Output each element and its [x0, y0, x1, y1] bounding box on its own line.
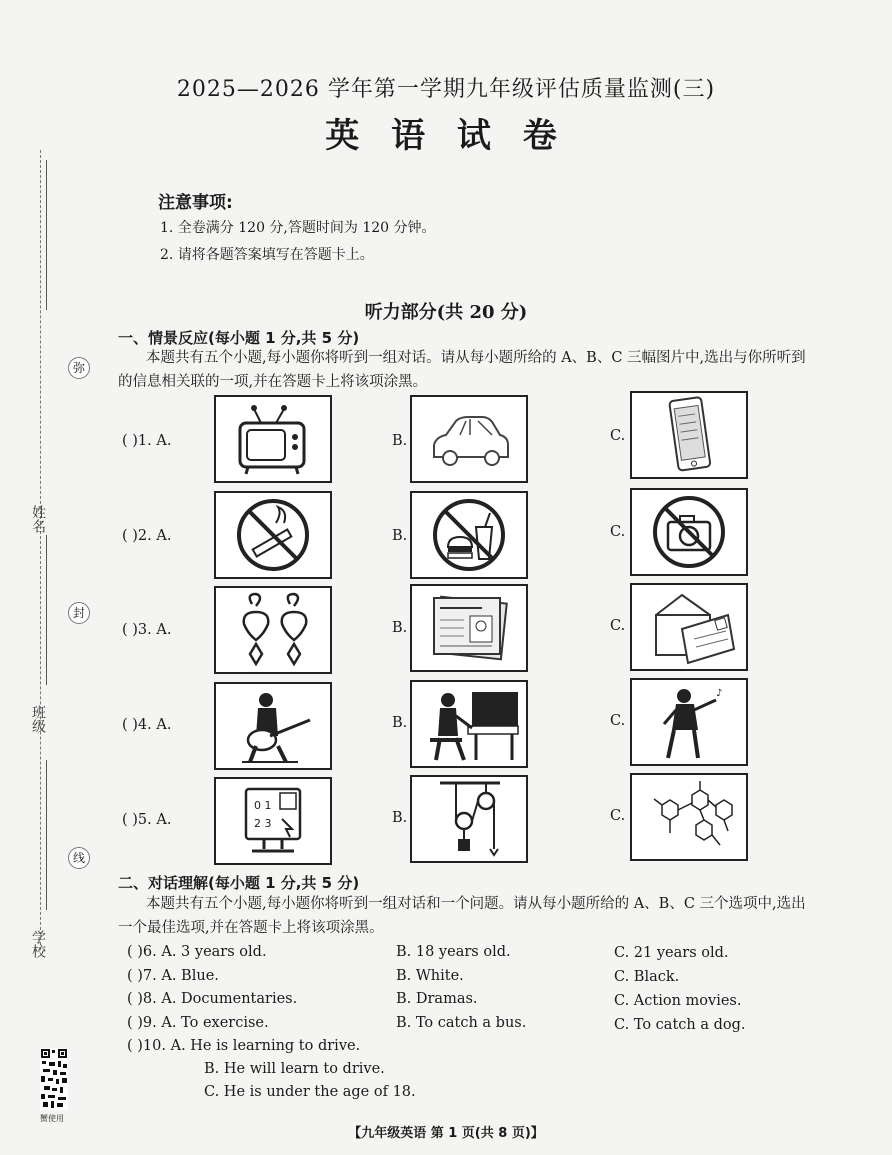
class-label: 班级 — [30, 705, 46, 733]
q3-label[interactable]: ( )3. A. — [122, 622, 172, 638]
q4-option-a[interactable] — [214, 682, 332, 770]
q5-option-b[interactable] — [410, 775, 528, 863]
exam-title-line1: 2025—2026 学年第一学期九年级评估质量监测(三) — [176, 77, 716, 102]
q9-option-b[interactable]: B. To catch a bus. — [396, 1015, 527, 1031]
computer-icon — [216, 779, 330, 863]
q5-label[interactable]: ( )5. A. — [122, 812, 172, 828]
q5-option-a[interactable] — [214, 777, 332, 865]
part1-heading: 一、情景反应(每小题 1 分,共 5 分) — [118, 329, 360, 347]
svg-text:2 3: 2 3 — [254, 817, 272, 830]
car-icon — [412, 397, 526, 481]
q1-option-a[interactable] — [214, 395, 332, 483]
postcard-icon — [632, 585, 746, 669]
seal-mark-mi: 弥 — [68, 357, 90, 379]
singer-icon — [632, 680, 746, 764]
name-blank[interactable] — [46, 160, 47, 310]
exam-title-line2: 英 语 试 卷 — [325, 116, 567, 156]
q7-option-c[interactable]: C. Black. — [614, 969, 680, 985]
smartphone-icon — [632, 393, 746, 477]
q5-option-b-label: B. — [392, 810, 408, 826]
note-item-1: 1. 全卷满分 120 分,答题时间为 120 分钟。 — [160, 220, 436, 236]
molecule-icon — [632, 775, 746, 859]
q6-option-b[interactable]: B. 18 years old. — [396, 944, 511, 960]
note-item-2: 2. 请将各题答案填写在答题卡上。 — [160, 247, 374, 263]
q8-label[interactable]: ( )8. A. Documentaries. — [127, 991, 298, 1007]
q3-option-b-label: B. — [392, 620, 408, 636]
q7-label[interactable]: ( )7. A. Blue. — [127, 968, 219, 984]
class-blank[interactable] — [46, 535, 47, 685]
q3-option-c-label: C. — [610, 618, 626, 634]
q3-option-b[interactable] — [410, 584, 528, 672]
binding-line — [40, 150, 41, 950]
q6-label[interactable]: ( )6. A. 3 years old. — [127, 944, 267, 960]
q4-option-b-label: B. — [392, 715, 408, 731]
seal-mark-xian: 线 — [68, 847, 90, 869]
part2-heading: 二、对话理解(每小题 1 分,共 5 分) — [118, 874, 360, 892]
svg-text:♪: ♪ — [716, 688, 723, 699]
q10-option-b[interactable]: B. He will learn to drive. — [204, 1061, 385, 1077]
q1-option-c-label: C. — [610, 428, 626, 444]
q9-option-c[interactable]: C. To catch a dog. — [614, 1017, 746, 1033]
q2-option-b[interactable] — [410, 491, 528, 579]
q6-option-c[interactable]: C. 21 years old. — [614, 945, 729, 961]
school-blank[interactable] — [46, 760, 47, 910]
notes-heading: 注意事项: — [158, 193, 233, 213]
q2-option-b-label: B. — [392, 528, 408, 544]
q5-option-c-label: C. — [610, 808, 626, 824]
part1-instruction: 本题共有五个小题,每小题你将听到一组对话。请从每小题所给的 A、B、C 三幅图片中,选出与你所听到的信息相关联的一项,并在答题卡上将该项涂黑。 — [118, 350, 806, 390]
q4-option-c-label: C. — [610, 713, 626, 729]
earrings-icon — [216, 588, 330, 672]
q1-option-c[interactable] — [630, 391, 748, 479]
q1-option-b-label: B. — [392, 433, 408, 449]
q5-option-c[interactable] — [630, 773, 748, 861]
q3-option-c[interactable] — [630, 583, 748, 671]
no-photo-icon — [632, 490, 746, 574]
q4-label[interactable]: ( )4. A. — [122, 717, 172, 733]
q1-label[interactable]: ( )1. A. — [122, 433, 172, 449]
q2-option-c-label: C. — [610, 524, 626, 540]
school-label: 学校 — [30, 930, 46, 958]
tv-icon — [216, 397, 330, 481]
q4-option-b[interactable] — [410, 680, 528, 768]
no-food-icon — [412, 493, 526, 577]
q4-option-c[interactable] — [630, 678, 748, 766]
q2-label[interactable]: ( )2. A. — [122, 528, 172, 544]
piano-player-icon — [412, 682, 526, 766]
q1-option-b[interactable] — [410, 395, 528, 483]
q2-option-c[interactable] — [630, 488, 748, 576]
q9-label[interactable]: ( )9. A. To exercise. — [127, 1015, 269, 1031]
q10-option-c[interactable]: C. He is under the age of 18. — [204, 1084, 416, 1100]
q8-option-c[interactable]: C. Action movies. — [614, 993, 742, 1009]
listening-section-title: 听力部分(共 20 分) — [364, 302, 528, 323]
page-footer: 【九年级英语 第 1 页(共 8 页)】 — [348, 1126, 544, 1141]
q8-option-b[interactable]: B. Dramas. — [396, 991, 478, 1007]
qr-caption: 蟹使用 — [40, 1114, 64, 1123]
no-smoking-icon — [216, 493, 330, 577]
part2-instruction: 本题共有五个小题,每小题你将听到一组对话和一个问题。请从每小题所给的 A、B、C 三个选项中,选出一个最佳选项,并在答题卡上将该项涂黑。 — [118, 896, 806, 936]
seal-mark-feng: 封 — [68, 602, 90, 624]
q10-label[interactable]: ( )10. A. He is learning to drive. — [127, 1038, 361, 1054]
qr-code-icon — [40, 1048, 68, 1110]
svg-text:0 1: 0 1 — [254, 799, 272, 812]
id-card-icon — [412, 586, 526, 670]
guitar-player-icon — [216, 684, 330, 768]
pulley-icon — [412, 777, 526, 861]
name-label: 姓名 — [30, 505, 46, 533]
q3-option-a[interactable] — [214, 586, 332, 674]
q7-option-b[interactable]: B. White. — [396, 968, 464, 984]
q2-option-a[interactable] — [214, 491, 332, 579]
